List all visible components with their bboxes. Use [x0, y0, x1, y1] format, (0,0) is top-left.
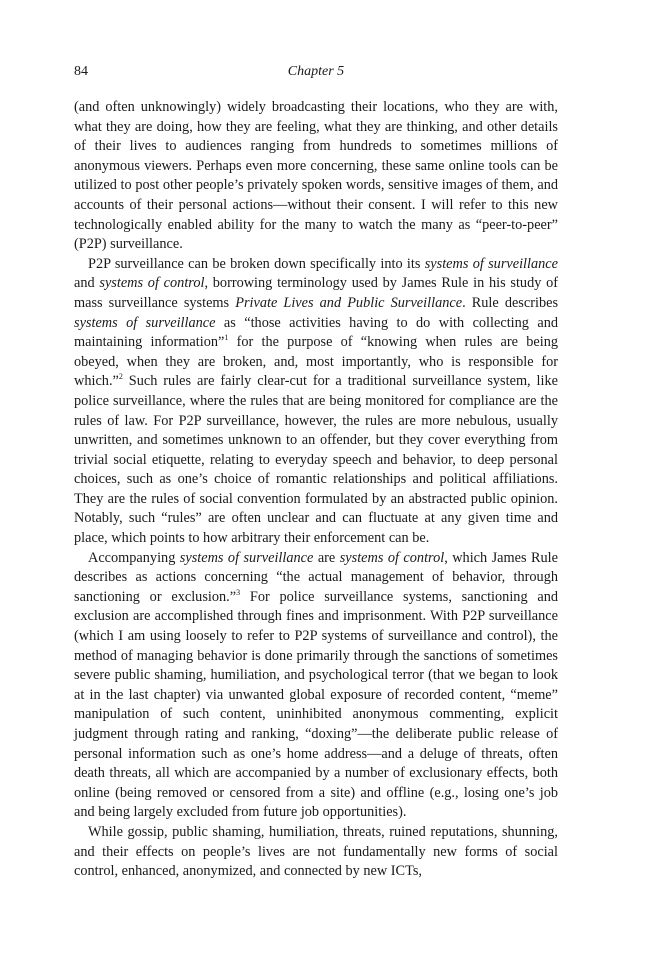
text-run: , which James Rule describes as actions concerning “the actual management of behavior, through sanctioning or exclusion.”	[74, 549, 559, 605]
italic-text: systems of surveillance	[179, 549, 314, 566]
text-run: for the purpose of “knowing when rules are being obeyed, when they are broken, and, most importantly, who is responsible for which.”	[74, 334, 558, 390]
italic-text: systems of surveillance	[424, 255, 558, 272]
italic-text: systems of control	[99, 275, 205, 292]
chapter-label: Chapter 5	[287, 64, 345, 79]
paragraph	[74, 98, 558, 255]
footnote-ref: 2	[118, 372, 123, 382]
italic-text: systems of control	[339, 549, 445, 566]
italic-text: Private Lives and Public Surveillance	[235, 294, 463, 311]
italic-text: systems of surveillance	[74, 314, 216, 331]
running-head	[74, 64, 558, 88]
text-run: . Rule describes	[462, 294, 559, 311]
text-run: For police surveillance systems, sanctioning and exclusion are accomplished through fines and imprisonment. With P2P surveillance (which I am using loosely to refer to P2P systems of surveillance and control), the method of managing behavior is done primarily through the sanctions of sometimes severe public shaming, humiliation, and psychological terror (that we began to look at in the last chapter) via unwanted global exposure of recorded content, “meme” manipulation of such content, uninhibited anonymous commenting, explicit judgment through rating and ranking, “doxing”—the deliberate public release of personal information such as one’s home address—and a deluge of threats, often death threats, all which are accompanied by a number of exclusionary effects, both online (being removed or censored from a site) and offline (e.g., losing one’s job and being largely excluded from future job opportunities).	[74, 588, 559, 821]
footnote-ref: 3	[236, 588, 241, 598]
text-run: Such rules are fairly clear-cut for a traditional surveillance system, like police surveillance, where the rules that are being monitored for compliance are the rules of law. For P2P surveillance, however, the rules are more nebulous, usually unwritten, and sometimes unknown to an offender, but they cover everything from trivial social etiquette, relating to everyday speech and behavior, to deep personal choices, such as one’s choice of romantic relationships and political affiliations. They are the rules of social convention formulated by an abstracted public opinion. Notably, such “rules” are often unclear and can fluctuate at any given time and place, which points to how arbitrary their enforcement can be.	[74, 373, 558, 547]
body-text	[74, 98, 558, 882]
paragraph	[74, 823, 558, 882]
text-run: While gossip, public shaming, humiliation, threats, ruined reputations, shunning, and their effects on people’s lives are not fundamentally new forms of social control, enhanced, anonymized, and connected by new ICTs,	[74, 823, 558, 880]
page-number: 84	[74, 64, 88, 79]
text-run: P2P surveillance can be broken down specifically into its	[88, 255, 425, 272]
text-run: Accompanying	[88, 549, 180, 566]
paragraph	[74, 549, 558, 823]
text-run: (and often unknowingly) widely broadcasting their locations, who they are with, what they are doing, how they are feeling, what they are thinking, and other details of their lives to audiences ranging from hundreds to sometimes millions of anonymous viewers. Perhaps even more concerning, these same online tools can be utilized to post other people’s privately spoken words, sensitive images of them, and accounts of their personal actions—without their consent. I will refer to this new technologically enabled ability for the many to watch the many as “peer-to-peer” (P2P) surveillance.	[74, 99, 558, 253]
text-run: and	[74, 275, 100, 292]
paragraph	[74, 255, 558, 549]
text-run: , borrowing terminology used by James Rule in his study of mass surveillance systems	[74, 275, 559, 311]
footnote-ref: 1	[224, 333, 229, 343]
text-run: as “those activities having to do with collecting and maintaining information”	[74, 314, 558, 351]
text-run: are	[313, 549, 340, 566]
